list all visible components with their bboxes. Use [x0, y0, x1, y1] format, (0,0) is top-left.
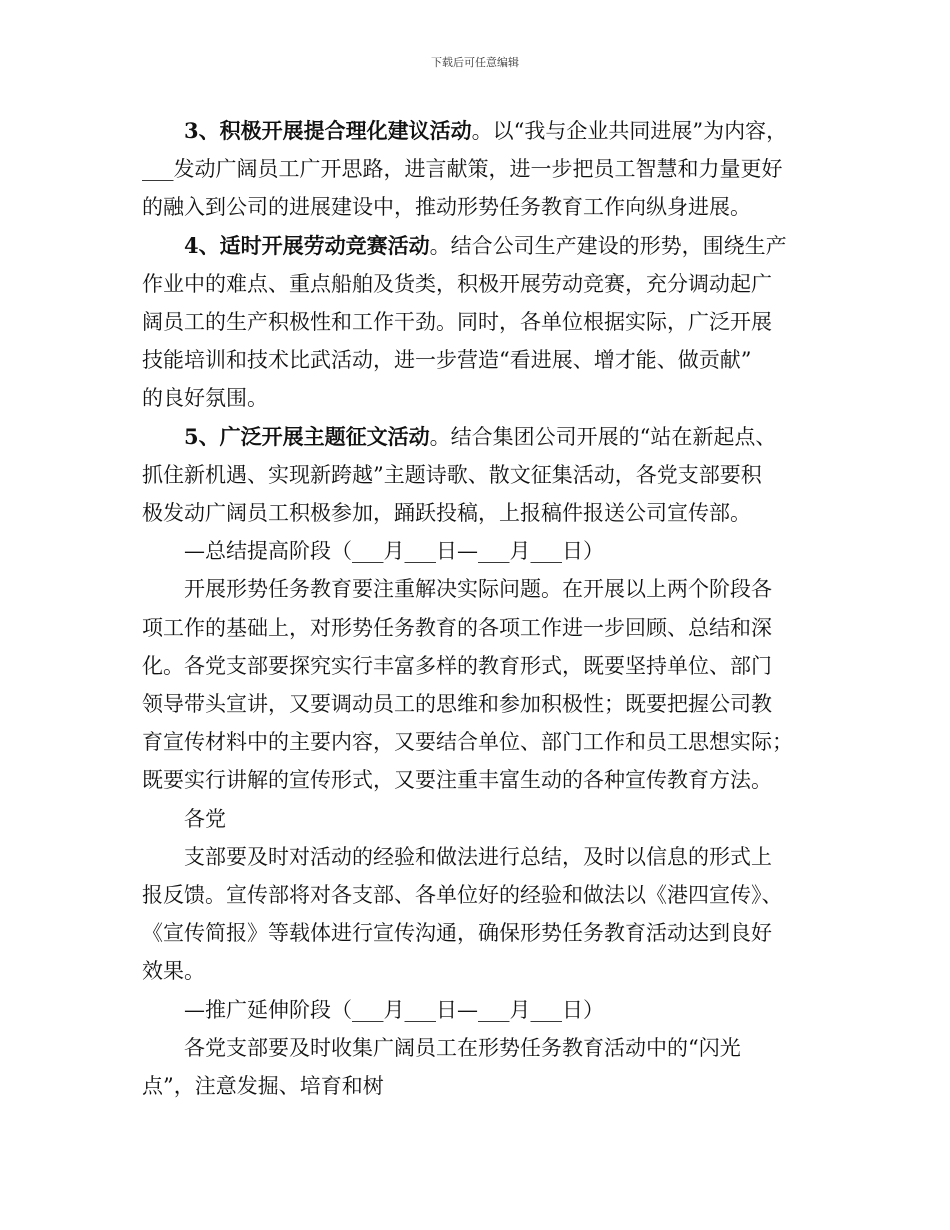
document-body — [142, 112, 814, 1105]
paragraph-item-5 — [142, 418, 814, 533]
paragraph-feedback — [142, 838, 814, 991]
summary-line: 开展形势任务教育要注重解决实际问题。在开展以上两个阶段各 — [184, 577, 772, 602]
summary-line: 领导带头宣讲，又要调动员工的思维和参加积极性；既要把握公司教 — [142, 692, 772, 717]
item-4-text: 。结合公司生产建设的形势，围绕生产 — [429, 233, 787, 258]
short-line: 各党 — [184, 806, 226, 831]
item-5-line: 抓住新机遇、实现新跨越”主题诗歌、散文征集活动，各党支部要积 — [142, 462, 762, 487]
paragraph-item-4 — [142, 227, 814, 418]
item-5-text: 。结合集团公司开展的“站在新起点、 — [429, 424, 777, 449]
item-3-line: ___发动广阔员工广开思路，进言献策，进一步把员工智慧和力量更好 — [142, 157, 783, 182]
summary-line: 育宣传材料中的主要内容，又要结合单位、部门工作和员工思想实际； — [142, 730, 793, 755]
feedback-line: 支部要及时对活动的经验和做法进行总结，及时以信息的形式上 — [184, 844, 772, 869]
item-3-heading: 3、积极开展提合理化建议活动 — [184, 118, 472, 143]
summary-line: 既要实行讲解的宣传形式，又要注重丰富生动的各种宣传教育方法。 — [142, 768, 772, 793]
item-5-heading: 5、广泛开展主题征文活动 — [184, 423, 430, 449]
item-3-line: 的融入到公司的进展建设中，推动形势任务教育工作向纵身进展。 — [142, 195, 751, 220]
item-4-line: 作业中的难点、重点船舶及货类，积极开展劳动竞赛，充分调动起广 — [142, 271, 772, 296]
page-header: 下载后可任意编辑 — [431, 56, 519, 69]
feedback-line: 《宣传简报》等载体进行宣传沟通，确保形势任务教育活动达到良好 — [142, 921, 772, 946]
stage-summary-heading: —总结提高阶段（___月___日—___月___日） — [184, 539, 604, 564]
stage-extend-heading: —推广延伸阶段（___月___日—___月___日） — [184, 997, 604, 1022]
summary-line: 项工作的基础上，对形势任务教育的各项工作进一步回顾、总结和深 — [142, 615, 772, 640]
item-4-line: 技能培训和技术比武活动，进一步营造“看进展、增才能、做贡献” — [142, 348, 752, 373]
extend-line: 各党支部要及时收集广阔员工在形势任务教育活动中的“闪光 — [184, 1035, 741, 1060]
item-3-text: 。以“我与企业共同进展”为内容， — [471, 119, 788, 143]
item-4-line: 阔员工的生产积极性和工作干劲。同时，各单位根据实际，广泛开展 — [142, 310, 772, 335]
feedback-line: 报反馈。宣传部将对各支部、各单位好的经验和做法以《港四宣传》、 — [142, 883, 783, 908]
extend-line: 点”，注意发掘、培育和树 — [142, 1074, 384, 1099]
paragraph-summary — [142, 570, 814, 799]
summary-line: 化。各党支部要探究实行丰富多样的教育形式，既要坚持单位、部门 — [142, 653, 772, 678]
feedback-line: 效果。 — [142, 959, 205, 984]
item-4-heading: 4、适时开展劳动竞赛活动 — [184, 232, 430, 258]
item-4-line: 的良好氛围。 — [142, 386, 268, 411]
paragraph-extend — [142, 1029, 814, 1105]
paragraph-item-3 — [142, 112, 814, 227]
item-5-line: 极发动广阔员工积极参加，踊跃投稿，上报稿件报送公司宣传部。 — [142, 501, 751, 526]
